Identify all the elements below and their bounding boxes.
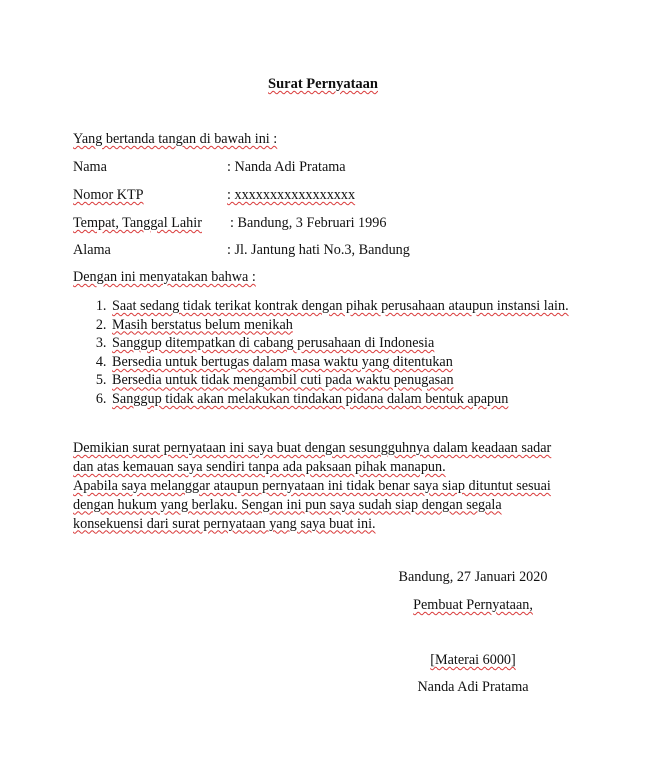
signature-stamp: [Materai 6000] (430, 652, 516, 668)
field-value: : Bandung, 3 Februari 1996 (230, 215, 387, 231)
field-value: : Nanda Adi Pratama (227, 159, 346, 175)
list-item: 6. Sanggup tidak akan melakukan tindakan pidana dalam bentuk apapun (110, 390, 585, 409)
signature-place-date: Bandung, 27 Januari 2020 (398, 569, 548, 585)
closing-paragraphs (73, 439, 573, 534)
list-item: 2. Masih berstatus belum menikah (110, 316, 585, 335)
intro-text: Yang bertanda tangan di bawah ini : (73, 131, 278, 147)
field-label: Alama (73, 242, 111, 258)
field-label: Nama (73, 159, 107, 175)
closing-paragraph: Apabila saya melanggar ataupun pernyataan ini tidak benar saya siap dituntut sesuai dengan hukum yang berlaku. Sengan ini pun saya sudah siap dengan segala konsekuensi dari surat pernyataan yang saya buat ini. (73, 477, 551, 532)
signature-name: Nanda Adi Pratama (417, 679, 529, 695)
field-value: : Jl. Jantung hati No.3, Bandung (227, 242, 410, 258)
list-item: 3. Sanggup ditempatkan di cabang perusahaan di Indonesia (110, 334, 585, 353)
list-item: 5. Bersedia untuk tidak mengambil cuti pada waktu penugasan (110, 371, 585, 390)
declaration-intro: Dengan ini menyatakan bahwa : (73, 269, 256, 285)
document-title: Surat Pernyataan (268, 76, 378, 92)
field-label: Tempat, Tanggal Lahir (73, 215, 202, 231)
declaration-list (91, 297, 585, 409)
list-item: 1. Saat sedang tidak terikat kontrak dengan pihak perusahaan ataupun instansi lain. (110, 297, 585, 316)
closing-paragraph: Demikian surat pernyataan ini saya buat dengan sesungguhnya dalam keadaan sadar dan atas kemauan saya sendiri tanpa ada paksaan pihak manapun. (73, 440, 552, 475)
field-label: Nomor KTP (73, 187, 144, 203)
list-item: 4. Bersedia untuk bertugas dalam masa waktu yang ditentukan (110, 353, 585, 372)
field-value: : xxxxxxxxxxxxxxxxx (227, 187, 356, 203)
signature-role: Pembuat Pernyataan, (413, 597, 533, 613)
